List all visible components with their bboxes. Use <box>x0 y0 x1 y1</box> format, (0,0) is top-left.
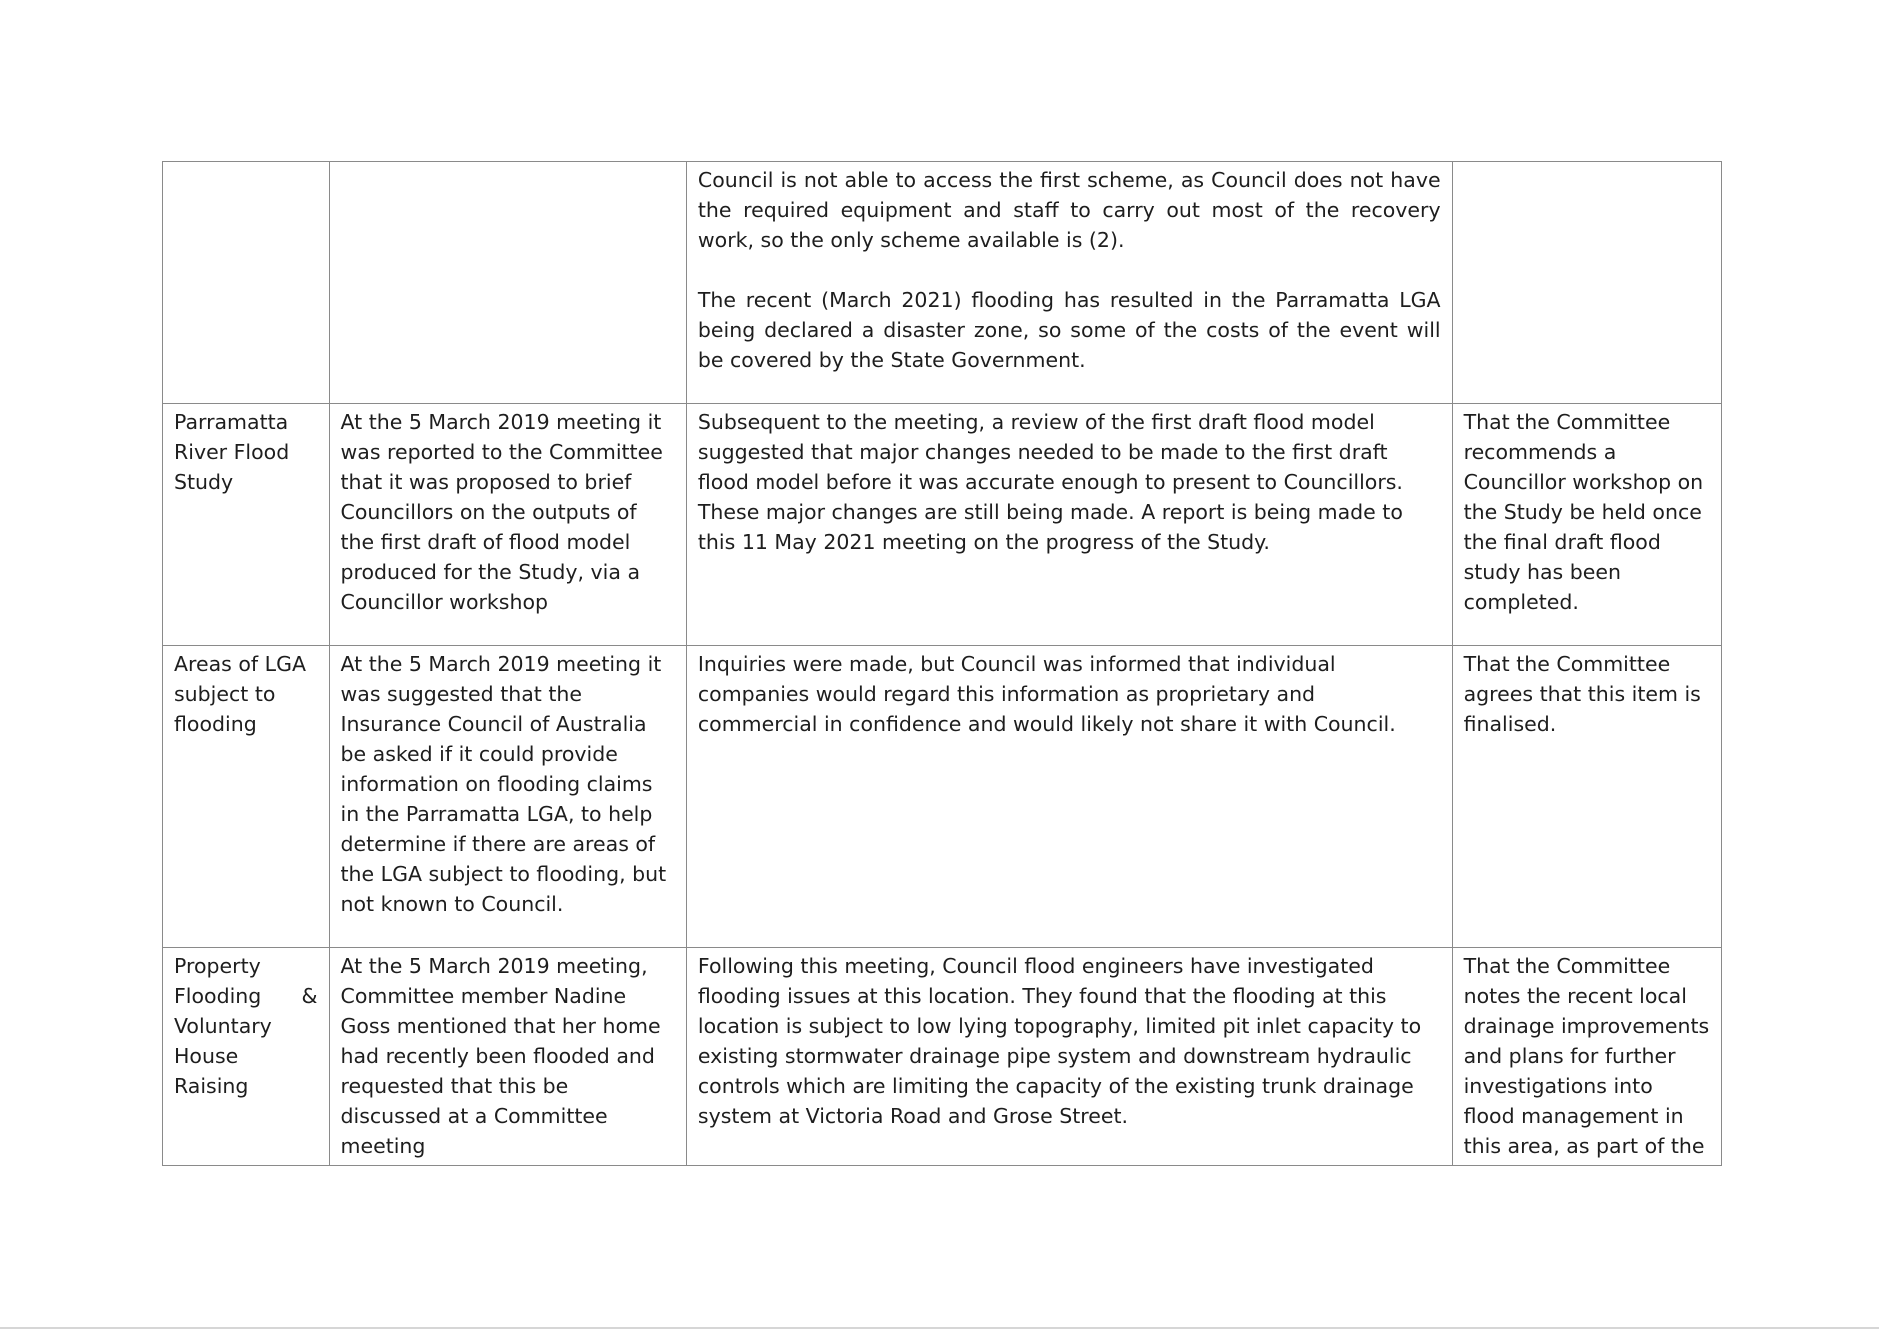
background-cell <box>329 162 686 404</box>
update-paragraph: Subsequent to the meeting, a review of the first draft flood model suggested that major changes needed to be made to the first draft flood model before it was accurate enough to present to Councillors. These major changes are still being made. A report is being made to this 11 May 2021 meeting on the progress of the Study. <box>697 410 1403 554</box>
item-cell <box>163 162 330 404</box>
item-line: Voluntary House Raising <box>174 1014 272 1098</box>
item-line: Property Flooding & <box>174 954 318 1008</box>
update-paragraph: The recent (March 2021) flooding has resulted in the Parramatta LGA being declared a disaster zone, so some of the costs of the event will be covered by the State Government. <box>697 288 1441 372</box>
item-cell: Areas of LGA subject to flooding <box>163 646 330 948</box>
recommendation-cell: That the Committee recommends a Councillor workshop on the Study be held once the final draft flood study has been completed. <box>1452 404 1721 646</box>
table-row <box>163 162 1722 404</box>
background-cell: At the 5 March 2019 meeting it was suggested that the Insurance Council of Australia be asked if it could provide information on flooding claims in the Parramatta LGA, to help determine if there are areas of the LGA subject to flooding, but not known to Council. <box>329 646 686 948</box>
table-row <box>163 948 1722 1166</box>
update-cell <box>686 948 1452 1166</box>
recommendation-cell <box>1452 162 1721 404</box>
status-table <box>162 161 1722 1166</box>
update-paragraph: Inquiries were made, but Council was informed that individual companies would regard this information as proprietary and commercial in confidence and would likely not share it with Council. <box>697 652 1396 736</box>
table-row <box>163 646 1722 948</box>
update-paragraph: Council is not able to access the first scheme, as Council does not have the required equipment and staff to carry out most of the recovery work, so the only scheme available is (2). <box>697 168 1441 252</box>
item-cell: Parramatta River Flood Study <box>163 404 330 646</box>
update-paragraph: Following this meeting, Council flood engineers have investigated flooding issues at this location. They found that the flooding at this location is subject to low lying topography, limited pit inlet capacity to existing stormwater drainage pipe system and downstream hydraulic controls which are limiting the capacity of the existing trunk drainage system at Victoria Road and Grose Street. <box>697 954 1422 1128</box>
background-cell: At the 5 March 2019 meeting it was reported to the Committee that it was proposed to brief Councillors on the outputs of the first draft of flood model produced for the Study, via a Councillor workshop <box>329 404 686 646</box>
update-cell <box>686 162 1452 404</box>
recommendation-cell: That the Committee notes the recent local drainage improvements and plans for further investigations into flood management in this area, as part of the <box>1452 948 1721 1166</box>
item-cell <box>163 948 330 1166</box>
background-cell: At the 5 March 2019 meeting, Committee member Nadine Goss mentioned that her home had recently been flooded and requested that this be discussed at a Committee meeting <box>329 948 686 1166</box>
update-cell <box>686 404 1452 646</box>
table-row <box>163 404 1722 646</box>
update-cell <box>686 646 1452 948</box>
recommendation-cell: That the Committee agrees that this item is finalised. <box>1452 646 1721 948</box>
